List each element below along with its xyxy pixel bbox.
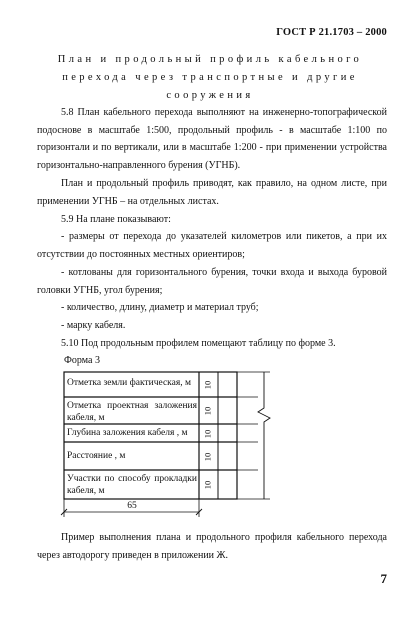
bullet-cable-brand: - марку кабеля. bbox=[61, 320, 126, 331]
bullet-pits: - котлованы для горизонтального бурения, точки входа и выхода буровой головки УГНБ, угол бурения; bbox=[37, 267, 387, 296]
form-row-3-label: Глубина заложения кабеля , м bbox=[67, 428, 188, 438]
section-title-line-1: План и продольный профиль кабельного bbox=[57, 54, 363, 65]
paragraph-5-9: 5.9 На плане показывают: bbox=[61, 214, 171, 225]
form-width-dimension: 65 bbox=[127, 501, 137, 511]
bullet-pipes: - количество, длину, диаметр и материал труб; bbox=[61, 302, 259, 313]
document-code: ГОСТ Р 21.1703 – 2000 bbox=[276, 27, 387, 38]
form-row-1-label: Отметка земли фактическая, м bbox=[67, 378, 192, 388]
form-row-1-height: 10 bbox=[202, 380, 213, 390]
form-row-4-label: Расстояние , м bbox=[67, 451, 126, 461]
page-number: 7 bbox=[380, 571, 387, 586]
form-row-4-height: 10 bbox=[202, 452, 213, 462]
form-row-2-label: Отметка проектная заложения кабеля, м bbox=[67, 401, 197, 423]
form-row-5-label: Участки по способу прокладки кабеля, м bbox=[67, 474, 197, 496]
section-title-line-2: перехода через транспортные и другие bbox=[62, 72, 358, 83]
paragraph-example: Пример выполнения плана и продольного профиля кабельного перехода через автодорогу приведен в приложении Ж. bbox=[37, 532, 387, 561]
section-title-line-3: сооружения bbox=[166, 90, 254, 101]
form-row-5-height: 10 bbox=[202, 480, 213, 490]
paragraph-5-8: 5.8 План кабельного перехода выполняют на инженерно-топографической подоснове в масштабе 1:500, продольный профиль - в масштабе 1:100 по горизонтали и по вертикали, или в масштабе 1:200 - при применении устройства горизонтально-направленного бурения (УГНБ). bbox=[37, 107, 387, 171]
bullet-distances: - размеры от перехода до указателей километров или пикетов, а при их отсутствии до постоянных местных ориентиров; bbox=[37, 231, 387, 260]
paragraph-5-10: 5.10 Под продольным профилем помещают таблицу по форме 3. bbox=[61, 338, 336, 349]
form-label: Форма 3 bbox=[64, 355, 100, 366]
paragraph-plan-profile: План и продольный профиль приводят, как правило, на одном листе, при применении УГНБ – на отдельных листах. bbox=[37, 178, 387, 207]
form-row-2-height: 10 bbox=[202, 406, 213, 416]
form-row-3-height: 10 bbox=[202, 429, 213, 439]
